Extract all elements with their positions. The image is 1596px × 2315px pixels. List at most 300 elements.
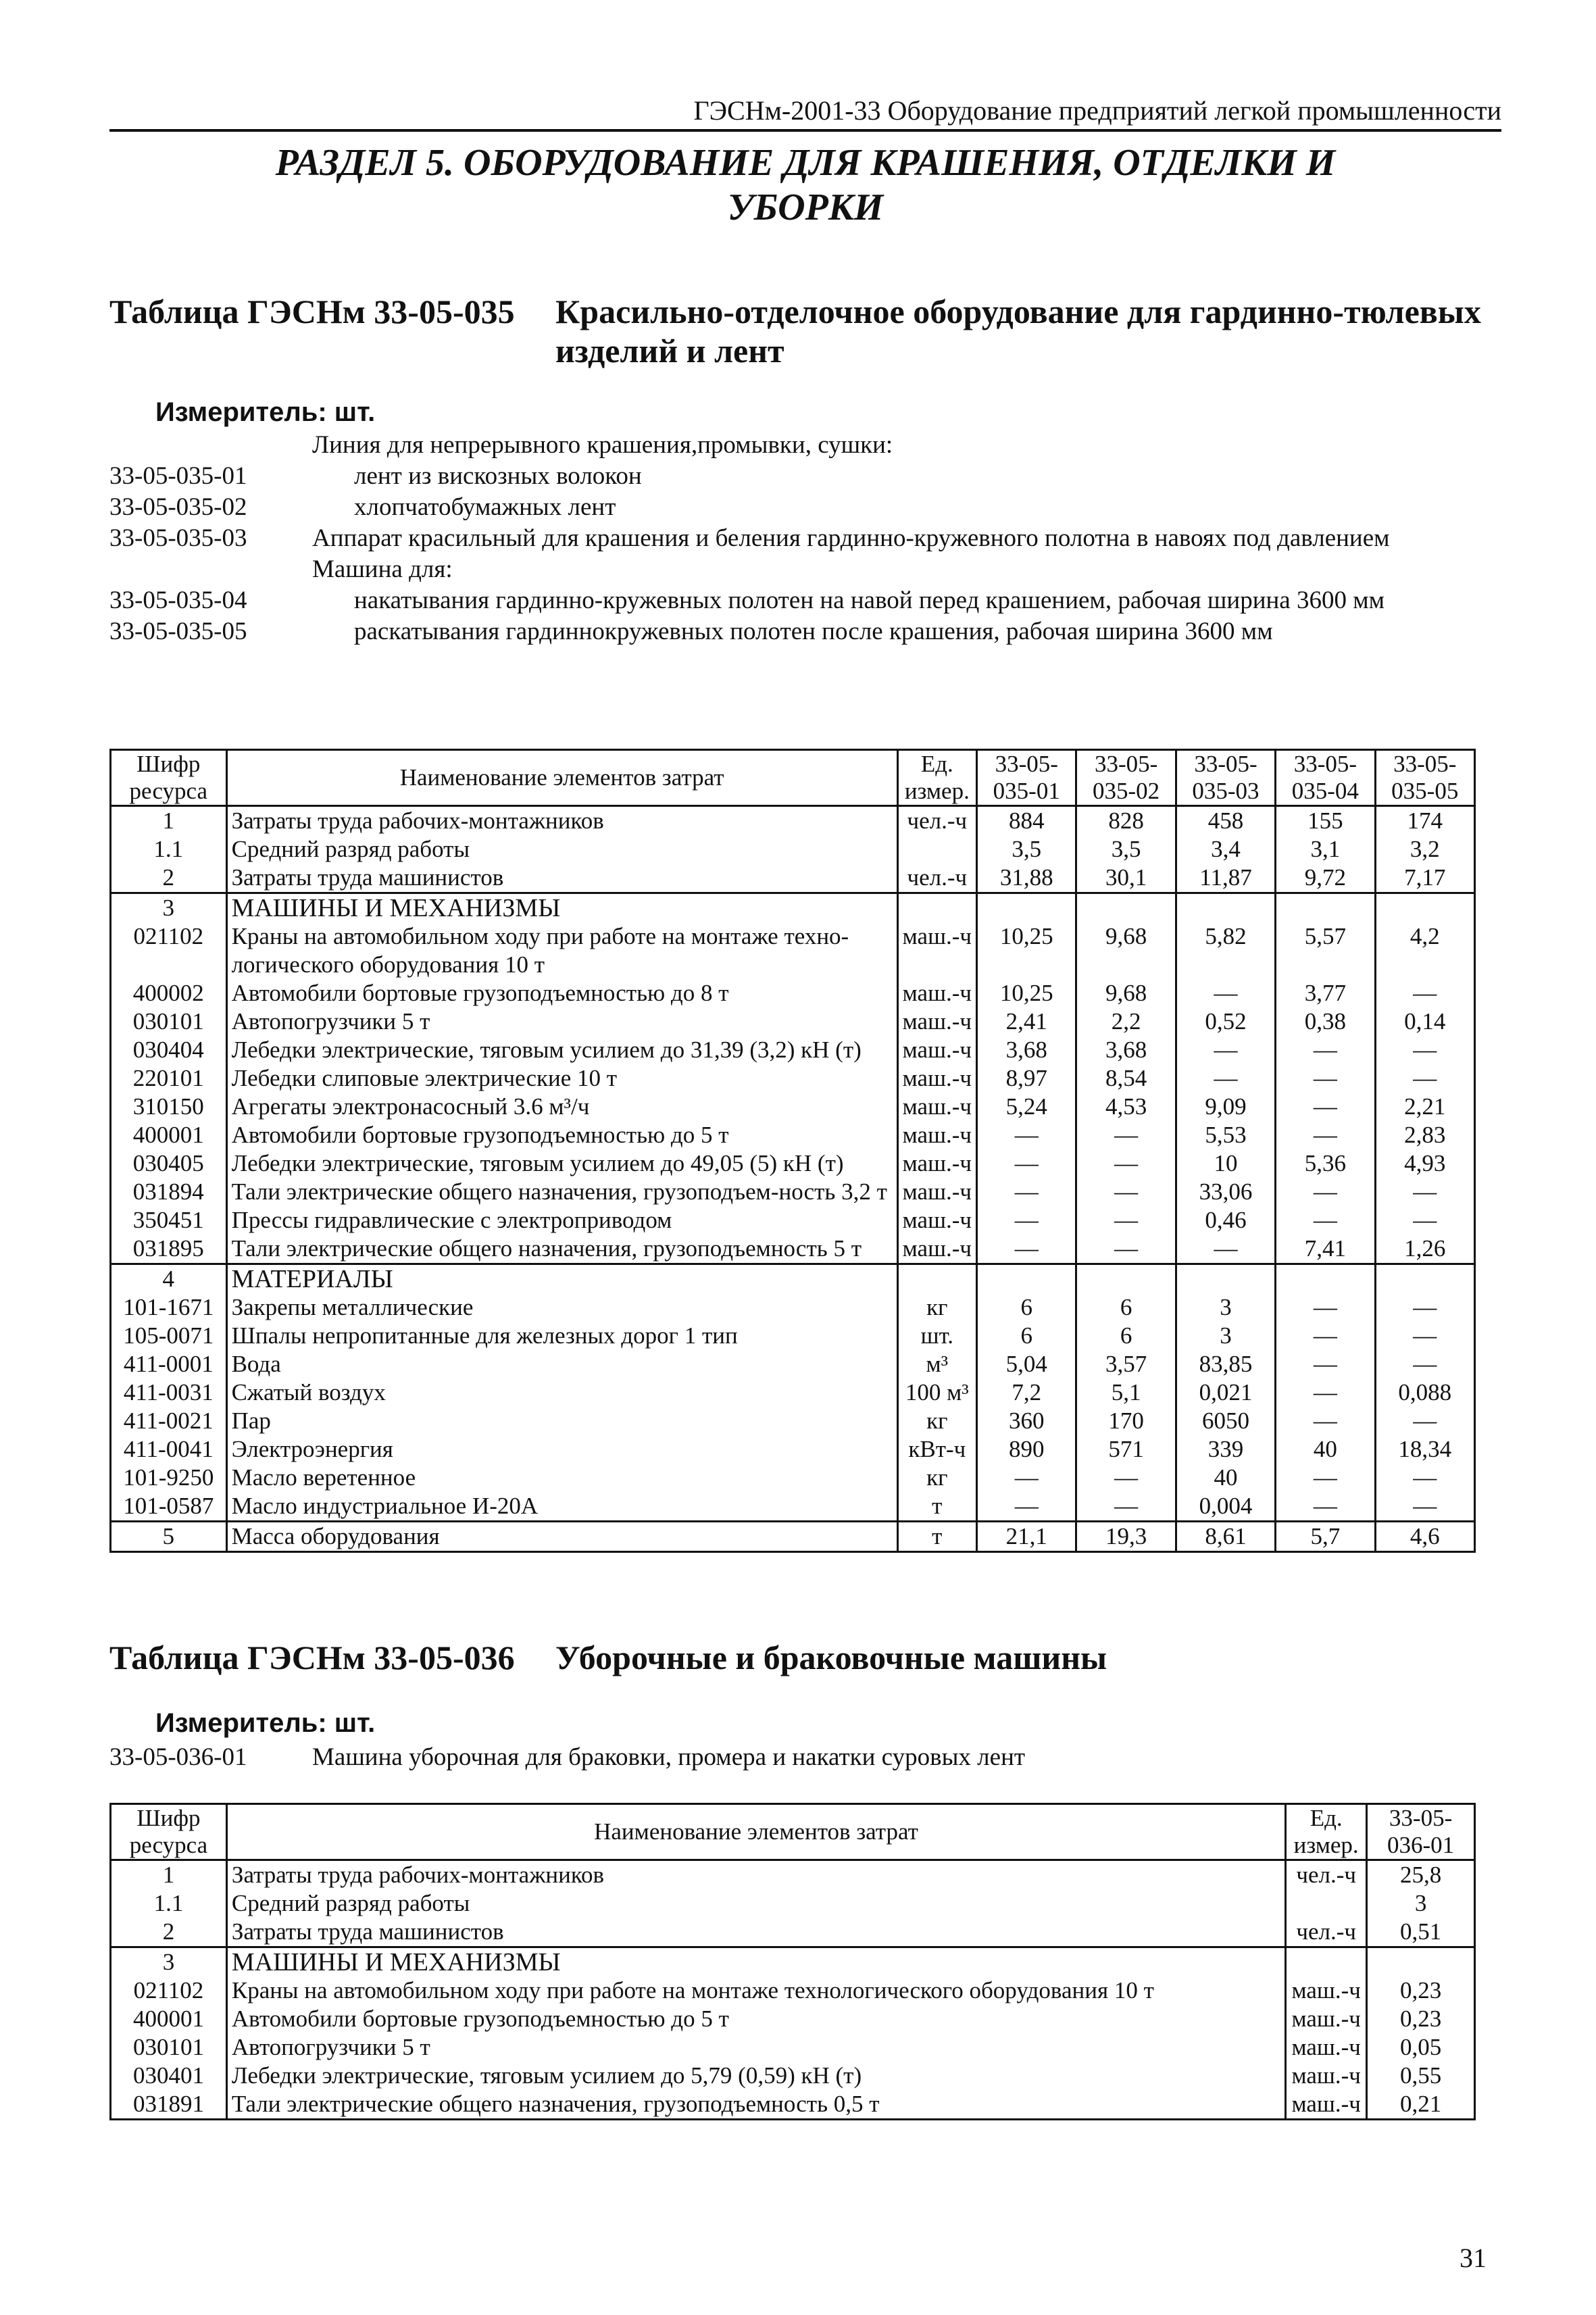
cell-norm-value: — (1276, 1492, 1375, 1522)
cell-unit: маш.-ч (1286, 2033, 1367, 2062)
cell-cost-name: Тали электрические общего назначения, грузоподъем-ность 3,2 т (226, 1178, 897, 1206)
table-row (111, 1293, 1475, 1322)
cell-resource-code: 350451 (111, 1206, 227, 1235)
cell-norm-value: 0,21 (1367, 2090, 1475, 2120)
section-title-line-1: РАЗДЕЛ 5. ОБОРУДОВАНИЕ ДЛЯ КРАШЕНИЯ, ОТДЕЛКИ И (275, 142, 1336, 184)
table-row (111, 2005, 1475, 2033)
cell-norm-value: — (1276, 1350, 1375, 1378)
cell-norm-value: 33,06 (1176, 1178, 1275, 1206)
cell-unit (897, 893, 976, 923)
cell-unit (897, 1264, 976, 1294)
cell-resource-code: 1 (111, 1860, 227, 1890)
cell-unit: шт. (897, 1322, 976, 1350)
cell-resource-code: 021102 (111, 922, 227, 979)
cell-norm-value: 4,6 (1375, 1522, 1475, 1552)
cell-norm-value: 2,41 (977, 1007, 1076, 1036)
table-036-title: Уборочные и браковочные машины (555, 1639, 1107, 1676)
cell-norm-value: 0,55 (1367, 2062, 1475, 2090)
cell-norm-value: 828 (1076, 806, 1176, 836)
cell-norm-value: — (1276, 1206, 1375, 1235)
cell-resource-code: 030101 (111, 1007, 227, 1036)
cell-cost-name: Краны на автомобильном ходу при работе на монтаже технологического оборудования 10 т (226, 1976, 1285, 2005)
cell-norm-value: — (1076, 1206, 1176, 1235)
description-text: лент из вискозных волокон (354, 462, 642, 490)
description-row (109, 523, 1501, 554)
cell-cost-name: Агрегаты электронасосный 3.6 м³/ч (226, 1093, 897, 1121)
cell-norm-value: — (1076, 1492, 1176, 1522)
description-code: 33-05-036-01 (109, 1743, 247, 1771)
cell-unit: маш.-ч (1286, 1976, 1367, 2005)
cell-norm-value: 5,04 (977, 1350, 1076, 1378)
cell-norm-value: — (1076, 1121, 1176, 1149)
cell-cost-name: Вода (226, 1350, 897, 1378)
cell-norm-value: 2,21 (1375, 1093, 1475, 1121)
cell-unit: маш.-ч (897, 1121, 976, 1149)
cell-norm-value (1076, 893, 1176, 923)
cell-unit: маш.-ч (1286, 2090, 1367, 2120)
cell-unit: чел.-ч (1286, 1918, 1367, 1947)
description-code: 33-05-035-02 (109, 493, 247, 521)
cell-cost-name: Шпалы непропитанные для железных дорог 1 тип (226, 1322, 897, 1350)
cell-unit: маш.-ч (897, 1178, 976, 1206)
cell-norm-value: 3,57 (1076, 1350, 1176, 1378)
table-035-code: Таблица ГЭСНм 33-05-035 (109, 293, 515, 330)
cell-cost-name: Затраты труда рабочих-монтажников (226, 806, 897, 836)
column-header-norm: 33-05- 035-02 (1076, 750, 1176, 806)
table-row (111, 1036, 1475, 1064)
cell-norm-value: 0,23 (1367, 1976, 1475, 2005)
cell-norm-value: 3,68 (977, 1036, 1076, 1064)
table-row (111, 1149, 1475, 1178)
table-header-row (111, 750, 1475, 806)
cell-norm-value: — (1375, 1407, 1475, 1435)
cell-resource-code: 3 (111, 1947, 227, 1977)
table-035-heading (109, 292, 1501, 370)
table-row (111, 2033, 1475, 2062)
cell-resource-code: 310150 (111, 1093, 227, 1121)
cell-resource-code: 030405 (111, 1149, 227, 1178)
cell-resource-code: 400002 (111, 979, 227, 1007)
cell-unit: маш.-ч (897, 1064, 976, 1093)
cell-cost-name: Краны на автомобильном ходу при работе на монтаже техно-логического оборудования 10 т (226, 922, 897, 979)
table-035-descriptions (109, 430, 1501, 647)
cell-norm-value: 458 (1176, 806, 1275, 836)
table-036-meter: Измеритель: шт. (155, 1708, 376, 1738)
table-row (111, 1350, 1475, 1378)
table-row (111, 1860, 1475, 1890)
cell-norm-value: — (1276, 1407, 1375, 1435)
cell-norm-value (1375, 893, 1475, 923)
table-row (111, 1492, 1475, 1522)
cell-norm-value: 30,1 (1076, 864, 1176, 893)
cell-norm-value: — (1276, 1293, 1375, 1322)
cell-norm-value: 360 (977, 1407, 1076, 1435)
cell-cost-name: Автомобили бортовые грузоподъемностью до 5 т (226, 1121, 897, 1149)
cell-unit (897, 835, 976, 864)
cell-resource-code: 5 (111, 1522, 227, 1552)
cell-norm-value: 3 (1176, 1322, 1275, 1350)
cell-norm-value: — (1176, 1036, 1275, 1064)
cell-norm-value: — (977, 1464, 1076, 1492)
cell-unit: маш.-ч (897, 1036, 976, 1064)
table-036-heading (109, 1638, 1501, 1677)
cell-norm-value (1276, 893, 1375, 923)
cell-unit: т (897, 1492, 976, 1522)
column-header-norm: 33-05- 036-01 (1367, 1804, 1475, 1860)
cell-norm-value: 7,17 (1375, 864, 1475, 893)
table-row (111, 1007, 1475, 1036)
cell-resource-code: 1.1 (111, 1889, 227, 1918)
cell-norm-value: — (1375, 1464, 1475, 1492)
cell-unit: маш.-ч (1286, 2005, 1367, 2033)
cell-resource-code: 411-0001 (111, 1350, 227, 1378)
cell-cost-name: Автомобили бортовые грузоподъемностью до 8 т (226, 979, 897, 1007)
table-036-code: Таблица ГЭСНм 33-05-036 (109, 1639, 515, 1676)
table-row (111, 1093, 1475, 1121)
description-row (109, 461, 1501, 492)
column-header-norm: 33-05- 035-03 (1176, 750, 1275, 806)
cell-norm-value: — (1176, 979, 1275, 1007)
cell-norm-value: — (1076, 1178, 1176, 1206)
table-row (111, 1121, 1475, 1149)
cell-norm-value: 9,72 (1276, 864, 1375, 893)
cell-norm-value: — (1076, 1235, 1176, 1264)
cell-norm-value: — (1276, 1464, 1375, 1492)
cell-cost-name: Закрепы металлические (226, 1293, 897, 1322)
cell-unit (1286, 1947, 1367, 1977)
page-number: 31 (1460, 2243, 1487, 2273)
table-row (111, 1522, 1475, 1552)
cell-unit: чел.-ч (897, 864, 976, 893)
description-text: накатывания гардинно-кружевных полотен на навой перед крашением, рабочая ширина 3600 мм (354, 587, 1385, 614)
cell-norm-value: 890 (977, 1435, 1076, 1464)
table-row (111, 922, 1475, 979)
cell-norm-value: 9,68 (1076, 922, 1176, 979)
cell-norm-value (977, 1264, 1076, 1294)
cell-norm-value: 5,36 (1276, 1149, 1375, 1178)
cell-norm-value: 3 (1176, 1293, 1275, 1322)
cell-cost-name: МАШИНЫ И МЕХАНИЗМЫ (226, 1947, 1285, 1977)
description-code: 33-05-035-03 (109, 524, 247, 552)
cell-unit: чел.-ч (1286, 1860, 1367, 1890)
table-row (111, 1264, 1475, 1294)
cell-norm-value: 3,68 (1076, 1036, 1176, 1064)
table-row (111, 1435, 1475, 1464)
table-row (111, 1064, 1475, 1093)
cell-resource-code: 411-0021 (111, 1407, 227, 1435)
cell-resource-code: 101-1671 (111, 1293, 227, 1322)
cell-cost-name: Сжатый воздух (226, 1378, 897, 1407)
cell-cost-name: Затраты труда машинистов (226, 1918, 1285, 1947)
cell-norm-value: 0,088 (1375, 1378, 1475, 1407)
cell-unit: м³ (897, 1350, 976, 1378)
cell-norm-value: 0,51 (1367, 1918, 1475, 1947)
cell-resource-code: 021102 (111, 1976, 227, 2005)
cell-norm-value: 4,2 (1375, 922, 1475, 979)
cell-cost-name: Лебедки слиповые электрические 10 т (226, 1064, 897, 1093)
description-text: раскатывания гардиннокружевных полотен после крашения, рабочая ширина 3600 мм (354, 618, 1273, 645)
cell-norm-value: — (1276, 1093, 1375, 1121)
cell-cost-name: Лебедки электрические, тяговым усилием до 5,79 (0,59) кН (т) (226, 2062, 1285, 2090)
cell-resource-code: 1 (111, 806, 227, 836)
cell-norm-value: 7,2 (977, 1378, 1076, 1407)
cell-resource-code: 2 (111, 1918, 227, 1947)
cell-norm-value: — (977, 1492, 1076, 1522)
table-row (111, 2090, 1475, 2120)
description-code: 33-05-035-05 (109, 618, 247, 645)
cell-norm-value: 8,61 (1176, 1522, 1275, 1552)
description-row (109, 585, 1501, 616)
description-row (109, 616, 1501, 647)
cell-norm-value: 0,021 (1176, 1378, 1275, 1407)
cell-norm-value: 6 (977, 1293, 1076, 1322)
cell-resource-code: 411-0031 (111, 1378, 227, 1407)
table-row (111, 1378, 1475, 1407)
norm-table-036 (109, 1803, 1476, 2120)
cell-cost-name: Тали электрические общего назначения, грузоподъемность 0,5 т (226, 2090, 1285, 2120)
cell-resource-code: 030404 (111, 1036, 227, 1064)
cell-resource-code: 101-0587 (111, 1492, 227, 1522)
cell-norm-value: — (1375, 1492, 1475, 1522)
cell-norm-value (1375, 1264, 1475, 1294)
cell-norm-value: 40 (1176, 1464, 1275, 1492)
cell-norm-value: 5,24 (977, 1093, 1076, 1121)
cell-cost-name: Тали электрические общего назначения, грузоподъемность 5 т (226, 1235, 897, 1264)
cell-norm-value: 0,38 (1276, 1007, 1375, 1036)
cell-norm-value: — (1276, 1064, 1375, 1093)
cell-norm-value: 339 (1176, 1435, 1275, 1464)
cell-cost-name: Автомобили бортовые грузоподъемностью до 5 т (226, 2005, 1285, 2033)
cell-resource-code: 031895 (111, 1235, 227, 1264)
column-header-unit: Ед. измер. (897, 750, 976, 806)
cell-unit: кг (897, 1293, 976, 1322)
table-row (111, 1178, 1475, 1206)
cell-cost-name: Автопогрузчики 5 т (226, 1007, 897, 1036)
cell-cost-name: Затраты труда рабочих-монтажников (226, 1860, 1285, 1890)
cell-cost-name: Прессы гидравлические с электроприводом (226, 1206, 897, 1235)
cell-norm-value: 40 (1276, 1435, 1375, 1464)
cell-resource-code: 2 (111, 864, 227, 893)
cell-norm-value: 0,46 (1176, 1206, 1275, 1235)
table-header-row (111, 1804, 1475, 1860)
cell-cost-name: Средний разряд работы (226, 835, 897, 864)
cell-norm-value: 3,4 (1176, 835, 1275, 864)
cell-norm-value: — (1276, 1322, 1375, 1350)
cell-norm-value: 11,87 (1176, 864, 1275, 893)
cell-norm-value: 6 (1076, 1293, 1176, 1322)
description-text: хлопчатобумажных лент (354, 493, 616, 521)
table-row (111, 1235, 1475, 1264)
cell-resource-code: 3 (111, 893, 227, 923)
cell-norm-value: — (1375, 979, 1475, 1007)
cell-cost-name: МАШИНЫ И МЕХАНИЗМЫ (226, 893, 897, 923)
description-text: Машина уборочная для браковки, промера и накатки суровых лент (312, 1743, 1026, 1771)
cell-norm-value: 25,8 (1367, 1860, 1475, 1890)
description-code: 33-05-035-04 (109, 587, 247, 614)
cell-norm-value: 0,05 (1367, 2033, 1475, 2062)
description-row (109, 1742, 1501, 1773)
cell-norm-value: 174 (1375, 806, 1475, 836)
table-row (111, 1464, 1475, 1492)
cell-norm-value: 0,23 (1367, 2005, 1475, 2033)
cell-cost-name: Масло веретенное (226, 1464, 897, 1492)
cell-unit: т (897, 1522, 976, 1552)
cell-norm-value: 8,97 (977, 1064, 1076, 1093)
table-row (111, 979, 1475, 1007)
table-row (111, 1976, 1475, 2005)
cell-unit: маш.-ч (897, 1093, 976, 1121)
description-text: Машина для: (312, 555, 453, 583)
table-row (111, 1889, 1475, 1918)
cell-norm-value: 5,7 (1276, 1522, 1375, 1552)
cell-unit: маш.-ч (897, 1206, 976, 1235)
cell-cost-name: Лебедки электрические, тяговым усилием до 31,39 (3,2) кН (т) (226, 1036, 897, 1064)
cell-norm-value: 5,82 (1176, 922, 1275, 979)
cell-unit (1286, 1889, 1367, 1918)
table-row (111, 1407, 1475, 1435)
cell-norm-value: 10,25 (977, 922, 1076, 979)
cell-norm-value: 9,09 (1176, 1093, 1275, 1121)
cell-norm-value: 5,57 (1276, 922, 1375, 979)
table-row (111, 1918, 1475, 1947)
cell-norm-value: 83,85 (1176, 1350, 1275, 1378)
cell-norm-value: — (1375, 1293, 1475, 1322)
cell-cost-name: Автопогрузчики 5 т (226, 2033, 1285, 2062)
cell-norm-value: 3 (1367, 1889, 1475, 1918)
cell-norm-value: 3,77 (1276, 979, 1375, 1007)
column-header-name: Наименование элементов затрат (226, 750, 897, 806)
cell-cost-name: Масло индустриальное И-20А (226, 1492, 897, 1522)
cell-norm-value (1276, 1264, 1375, 1294)
cell-norm-value: — (1375, 1178, 1475, 1206)
cell-norm-value: 3,1 (1276, 835, 1375, 864)
cell-resource-code: 400001 (111, 1121, 227, 1149)
cell-unit: маш.-ч (897, 1149, 976, 1178)
cell-norm-value: 2,2 (1076, 1007, 1176, 1036)
cell-norm-value: 1,26 (1375, 1235, 1475, 1264)
cell-resource-code: 105-0071 (111, 1322, 227, 1350)
cell-resource-code: 4 (111, 1264, 227, 1294)
cell-norm-value: 4,93 (1375, 1149, 1475, 1178)
cell-norm-value: — (1176, 1064, 1275, 1093)
description-text: Аппарат красильный для крашения и беления гардинно-кружевного полотна в навоях под давлением (312, 524, 1390, 552)
cell-norm-value (1076, 1264, 1176, 1294)
cell-norm-value: 0,14 (1375, 1007, 1475, 1036)
cell-resource-code: 411-0041 (111, 1435, 227, 1464)
cell-norm-value: — (1375, 1322, 1475, 1350)
norm-table-035 (109, 749, 1476, 1553)
cell-norm-value: 9,68 (1076, 979, 1176, 1007)
cell-norm-value: — (1176, 1235, 1275, 1264)
cell-norm-value: — (1276, 1121, 1375, 1149)
cell-norm-value: — (1375, 1036, 1475, 1064)
description-row (109, 554, 1501, 585)
cell-unit: маш.-ч (897, 922, 976, 979)
cell-norm-value: 6 (1076, 1322, 1176, 1350)
cell-resource-code: 030401 (111, 2062, 227, 2090)
table-035-meter: Измеритель: шт. (155, 397, 376, 427)
cell-norm-value: — (1375, 1064, 1475, 1093)
description-row (109, 430, 1501, 461)
cell-norm-value: 19,3 (1076, 1522, 1176, 1552)
cell-norm-value: 31,88 (977, 864, 1076, 893)
cell-norm-value: 4,53 (1076, 1093, 1176, 1121)
table-row (111, 864, 1475, 893)
cell-norm-value: 21,1 (977, 1522, 1076, 1552)
cell-unit: кВт-ч (897, 1435, 976, 1464)
cell-norm-value: 10,25 (977, 979, 1076, 1007)
cell-norm-value: — (1375, 1206, 1475, 1235)
cell-norm-value: 170 (1076, 1407, 1176, 1435)
cell-cost-name: Масса оборудования (226, 1522, 897, 1552)
cell-cost-name: Затраты труда машинистов (226, 864, 897, 893)
cell-norm-value: — (1276, 1378, 1375, 1407)
cell-unit: маш.-ч (1286, 2062, 1367, 2090)
table-row (111, 835, 1475, 864)
cell-norm-value: 3,5 (1076, 835, 1176, 864)
cell-norm-value (1176, 893, 1275, 923)
cell-norm-value: 571 (1076, 1435, 1176, 1464)
cell-norm-value: 10 (1176, 1149, 1275, 1178)
cell-resource-code: 101-9250 (111, 1464, 227, 1492)
cell-resource-code: 030101 (111, 2033, 227, 2062)
table-row (111, 806, 1475, 836)
column-header-norm: 33-05- 035-05 (1375, 750, 1475, 806)
cell-cost-name: Средний разряд работы (226, 1889, 1285, 1918)
cell-resource-code: 031891 (111, 2090, 227, 2120)
cell-norm-value (1367, 1947, 1475, 1977)
cell-norm-value (977, 893, 1076, 923)
cell-norm-value: — (977, 1178, 1076, 1206)
cell-unit: 100 м³ (897, 1378, 976, 1407)
cell-norm-value: — (1076, 1464, 1176, 1492)
section-title-line-2: УБОРКИ (727, 186, 884, 228)
table-035-title: Красильно-отделочное оборудование для гардинно-тюлевых изделий и лент (555, 293, 1481, 370)
cell-resource-code: 220101 (111, 1064, 227, 1093)
cell-norm-value: 7,41 (1276, 1235, 1375, 1264)
cell-resource-code: 400001 (111, 2005, 227, 2033)
description-code: 33-05-035-01 (109, 462, 247, 490)
cell-cost-name: Лебедки электрические, тяговым усилием до 49,05 (5) кН (т) (226, 1149, 897, 1178)
table-row (111, 1206, 1475, 1235)
cell-norm-value: 18,34 (1375, 1435, 1475, 1464)
column-header-resource: Шифр ресурса (111, 1804, 227, 1860)
column-header-unit: Ед. измер. (1286, 1804, 1367, 1860)
cell-unit: кг (897, 1464, 976, 1492)
cell-norm-value: — (977, 1206, 1076, 1235)
cell-norm-value: — (977, 1235, 1076, 1264)
description-row (109, 492, 1501, 523)
cell-unit: маш.-ч (897, 979, 976, 1007)
cell-norm-value: 884 (977, 806, 1076, 836)
cell-norm-value: 0,52 (1176, 1007, 1275, 1036)
cell-unit: кг (897, 1407, 976, 1435)
table-row (111, 1322, 1475, 1350)
column-header-name: Наименование элементов затрат (226, 1804, 1285, 1860)
cell-norm-value: 8,54 (1076, 1064, 1176, 1093)
cell-norm-value: 5,1 (1076, 1378, 1176, 1407)
table-row (111, 1947, 1475, 1977)
cell-norm-value: — (1276, 1178, 1375, 1206)
cell-cost-name: Электроэнергия (226, 1435, 897, 1464)
column-header-norm: 33-05- 035-01 (977, 750, 1076, 806)
column-header-norm: 33-05- 035-04 (1276, 750, 1375, 806)
running-header: ГЭСНм-2001-33 Оборудование предприятий легкой промышленности (109, 95, 1501, 132)
cell-norm-value: 6050 (1176, 1407, 1275, 1435)
table-row (111, 893, 1475, 923)
cell-resource-code: 1.1 (111, 835, 227, 864)
cell-norm-value: 3,2 (1375, 835, 1475, 864)
